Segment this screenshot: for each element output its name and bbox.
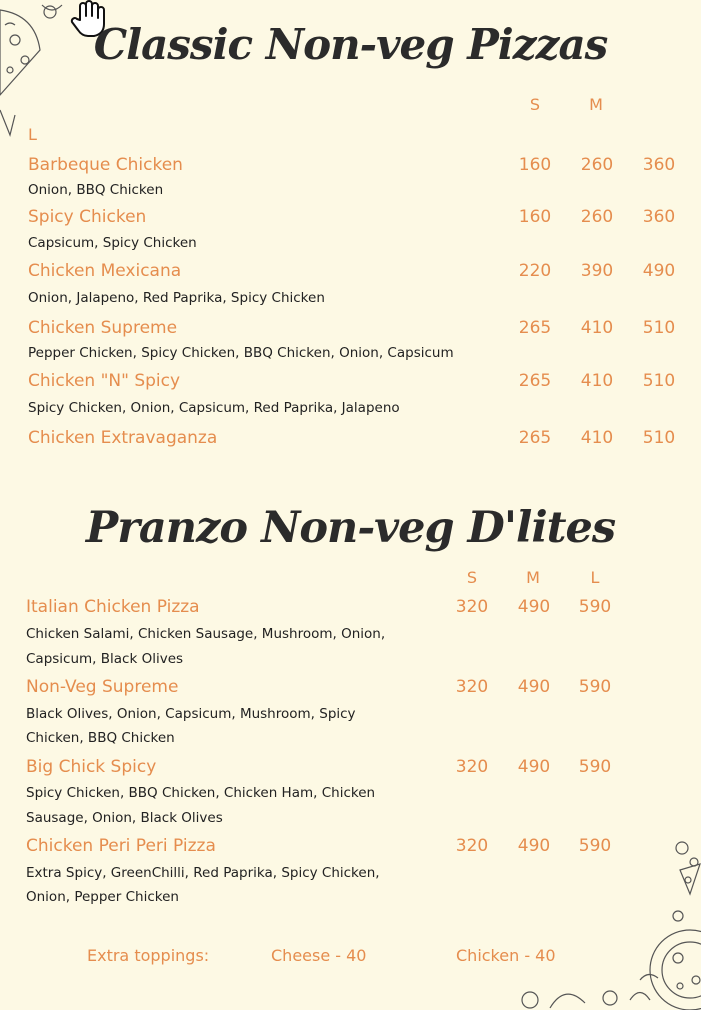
menu-item-desc: Chicken, BBQ Chicken: [26, 730, 175, 746]
price-l: 510: [642, 371, 676, 391]
price-l: 590: [578, 836, 612, 856]
size-header-s: S: [529, 95, 541, 114]
price-s: 265: [518, 318, 552, 338]
size-header-m: M: [589, 95, 603, 114]
menu-item-desc: Black Olives, Onion, Capsicum, Mushroom, Spicy: [26, 706, 356, 722]
price-s: 160: [518, 207, 552, 227]
price-s: 265: [518, 371, 552, 391]
price-s: 220: [518, 261, 552, 281]
size-header-s: S: [466, 568, 478, 587]
menu-item-desc: Onion, BBQ Chicken: [28, 182, 164, 198]
menu-item-name: Chicken Supreme: [28, 318, 178, 338]
price-m: 490: [517, 836, 551, 856]
menu-item-name: Chicken Extravaganza: [28, 428, 218, 448]
pizza-doodle-bottom-right-icon: [510, 830, 701, 1010]
price-s: 320: [455, 757, 489, 777]
price-l: 590: [578, 757, 612, 777]
menu-item-name: Chicken Mexicana: [28, 261, 182, 281]
price-m: 260: [580, 207, 614, 227]
price-l: 510: [642, 318, 676, 338]
price-m: 490: [517, 757, 551, 777]
price-l: 360: [642, 207, 676, 227]
size-header-m: M: [526, 568, 540, 587]
price-l: 510: [642, 428, 676, 448]
menu-item-name: Big Chick Spicy: [26, 757, 157, 777]
price-l: 360: [642, 155, 676, 175]
price-m: 260: [580, 155, 614, 175]
price-l: 490: [642, 261, 676, 281]
price-l: 590: [578, 597, 612, 617]
section-title-dlites: Pranzo Non-veg D'lites: [85, 503, 616, 553]
menu-item-desc: Onion, Jalapeno, Red Paprika, Spicy Chicken: [28, 290, 325, 306]
section-title-classic: Classic Non-veg Pizzas: [93, 20, 608, 69]
price-l: 590: [578, 677, 612, 697]
price-m: 390: [580, 261, 614, 281]
extra-cheese: Cheese - 40: [271, 946, 367, 965]
price-s: 320: [455, 597, 489, 617]
price-s: 265: [518, 428, 552, 448]
price-m: 490: [517, 677, 551, 697]
price-m: 410: [580, 318, 614, 338]
menu-item-desc: Onion, Pepper Chicken: [26, 889, 179, 905]
price-s: 320: [455, 836, 489, 856]
extra-chicken: Chicken - 40: [456, 946, 556, 965]
menu-item-name: Barbeque Chicken: [28, 155, 183, 175]
price-m: 410: [580, 371, 614, 391]
price-m: 410: [580, 428, 614, 448]
menu-item-name: Chicken "N" Spicy: [28, 371, 181, 391]
price-m: 490: [517, 597, 551, 617]
extra-toppings-label: Extra toppings:: [87, 946, 210, 965]
menu-item-desc: Pepper Chicken, Spicy Chicken, BBQ Chicken, Onion, Capsicum: [28, 345, 454, 361]
menu-item-name: Chicken Peri Peri Pizza: [26, 836, 216, 856]
menu-item-desc: Extra Spicy, GreenChilli, Red Paprika, Spicy Chicken,: [26, 865, 380, 881]
menu-item-name: Non-Veg Supreme: [26, 677, 179, 697]
menu-item-desc: Capsicum, Spicy Chicken: [28, 235, 197, 251]
menu-item-desc: Spicy Chicken, Onion, Capsicum, Red Paprika, Jalapeno: [28, 400, 400, 416]
menu-item-desc: Capsicum, Black Olives: [26, 651, 184, 667]
menu-item-desc: Sausage, Onion, Black Olives: [26, 810, 223, 826]
size-header-l: L: [28, 125, 37, 144]
price-s: 160: [518, 155, 552, 175]
size-header-l: L: [590, 568, 600, 587]
price-s: 320: [455, 677, 489, 697]
menu-item-name: Italian Chicken Pizza: [26, 597, 200, 617]
menu-item-name: Spicy Chicken: [28, 207, 147, 227]
menu-item-desc: Spicy Chicken, BBQ Chicken, Chicken Ham, Chicken: [26, 785, 376, 801]
menu-item-desc: Chicken Salami, Chicken Sausage, Mushroom, Onion,: [26, 626, 386, 642]
